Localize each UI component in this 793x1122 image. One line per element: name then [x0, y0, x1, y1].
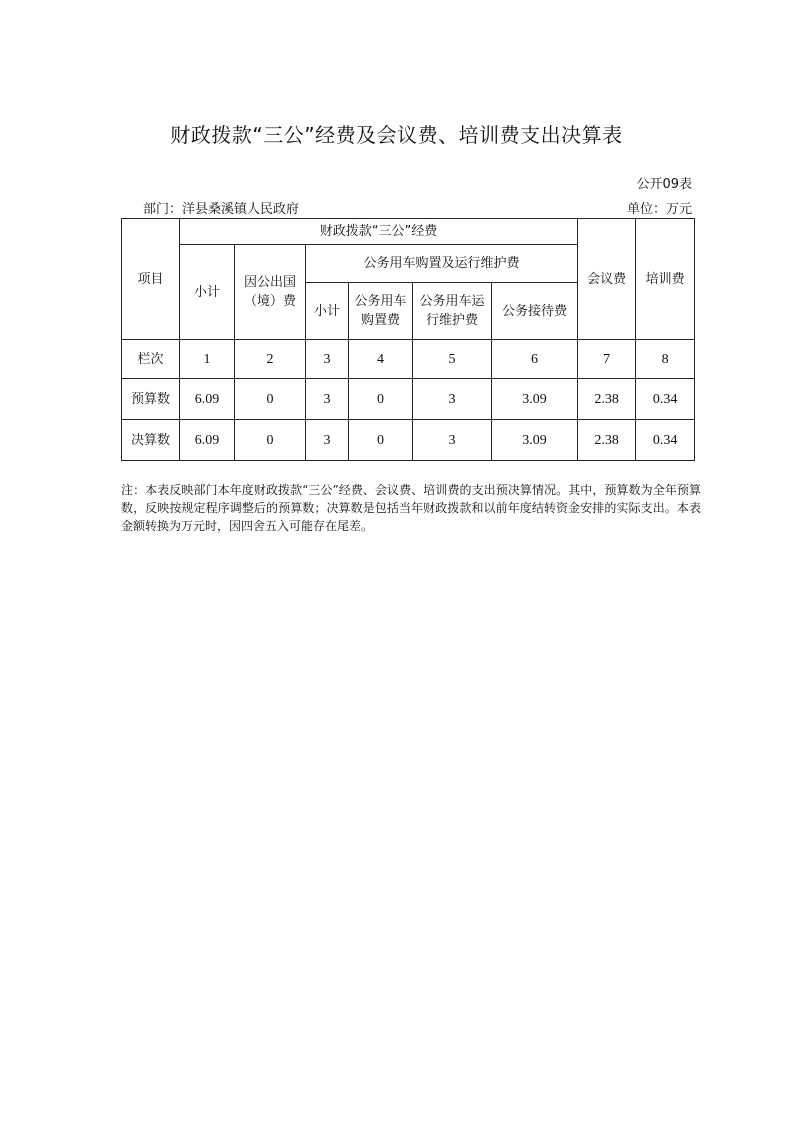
cell-value: 2.38: [578, 379, 636, 420]
form-code: 公开09表: [636, 177, 692, 192]
row-label: 决算数: [122, 420, 180, 461]
header-item: 项目: [122, 219, 180, 340]
cell-value: 3: [306, 340, 349, 379]
cell-value: 5: [413, 340, 492, 379]
cell-value: 8: [636, 340, 695, 379]
cell-value: 3: [413, 420, 492, 461]
cell-value: 3: [306, 420, 349, 461]
header-subtotal: 小计: [180, 245, 235, 340]
cell-value: 6: [492, 340, 578, 379]
cell-value: 3: [413, 379, 492, 420]
header-reception: 公务接待费: [492, 283, 578, 340]
expense-table: [121, 218, 695, 461]
table-row: [122, 420, 695, 461]
header-vehicle-subtotal: 小计: [306, 283, 349, 340]
row-label: 栏次: [122, 340, 180, 379]
header-training: 培训费: [636, 219, 695, 340]
cell-value: 2.38: [578, 420, 636, 461]
cell-value: 2: [235, 340, 306, 379]
header-vehicle-group: 公务用车购置及运行维护费: [306, 245, 578, 283]
row-label: 预算数: [122, 379, 180, 420]
footnote: 注：本表反映部门本年度财政拨款“三公”经费、会议费、培训费的支出预决算情况。其中，预算数为全年预算数，反映按规定程序调整后的预算数；决算数是包括当年财政拨款和以前年度结转资金安排的实际支出。本表金额转换为万元时，因四舍五入可能存在尾差。: [121, 483, 701, 533]
cell-value: 0: [349, 379, 413, 420]
cell-value: 3: [306, 379, 349, 420]
page-title: 财政拨款“三公”经费及会议费、培训费支出决算表: [170, 123, 623, 147]
cell-value: 6.09: [180, 420, 235, 461]
header-vehicle-purchase: 公务用车购置费: [349, 283, 413, 340]
cell-value: 7: [578, 340, 636, 379]
header-vehicle-maintenance: 公务用车运行维护费: [413, 283, 492, 340]
header-meeting: 会议费: [578, 219, 636, 340]
cell-value: 0: [235, 420, 306, 461]
cell-value: 0: [235, 379, 306, 420]
table-row: [122, 340, 695, 379]
cell-value: 0.34: [636, 379, 695, 420]
header-abroad: 因公出国（境）费: [235, 245, 306, 340]
cell-value: 3.09: [492, 420, 578, 461]
table-row: [122, 379, 695, 420]
department-label: 部门：洋县桑溪镇人民政府: [143, 202, 300, 217]
cell-value: 0.34: [636, 420, 695, 461]
header-three-public: 财政拨款“三公”经费: [180, 219, 578, 245]
cell-value: 0: [349, 420, 413, 461]
cell-value: 6.09: [180, 379, 235, 420]
cell-value: 4: [349, 340, 413, 379]
cell-value: 3.09: [492, 379, 578, 420]
unit-label: 单位：万元: [626, 202, 692, 217]
cell-value: 1: [180, 340, 235, 379]
